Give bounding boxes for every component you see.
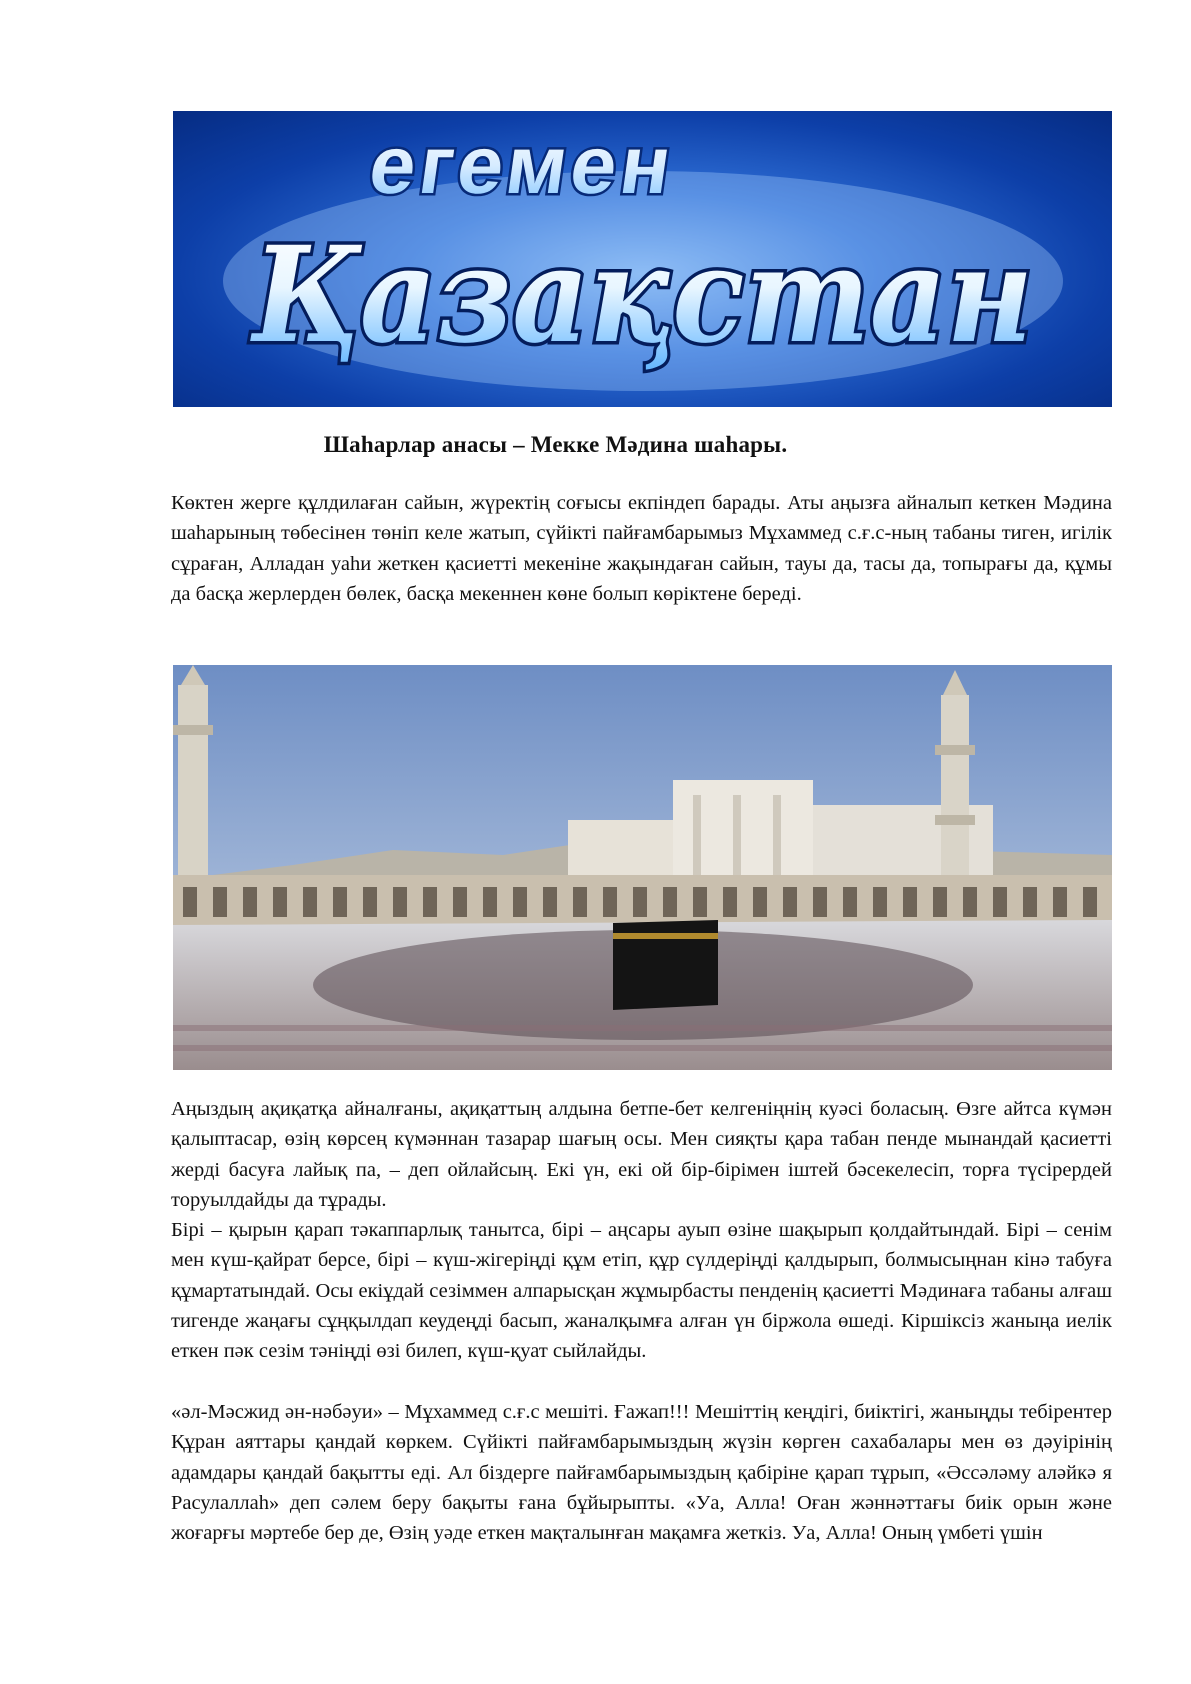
masthead-line1: егемен — [363, 119, 681, 211]
paragraph-3: Бірі – қырын қарап тәкаппарлық танытса, бірі – аңсары ауып өзіне шақырып қолдайтындай. Бірі – сенім мен күш-қайрат берсе, бірі – күш-жігеріңді құм етіп, құр сүлдеріңді қалдырып, болмысыңнан кінә табуға құмартатындай. Осы екіұдай сезіммен алпарысқан жұмырбасты пенденің қасиетті Мәдинаға табаны алғаш тигенде жаңағы сұңқылдап кеудеңді басып, жаналқымға алған үн біржола өшеді. Кіршіксіз жаныңа иелік еткен пәк сезім тәніңді өзі билеп, күш-қуат сыйлайды. — [171, 1219, 1112, 1363]
paragraph-2: Аңыздың ақиқатқа айналғаны, ақиқаттың алдына бетпе-бет келгеніңнің куәсі боласың. Өзге айтса күмән қалыптасар, өзің көрсең күмәннан тазарар шағың осы. Мен сияқты қара табан пенде мынандай қасиетті жерді басуға лайық па, – деп ойлайсың. Екі үн, екі ой бір-бірімен іштей бәсекелесіп, торға түсірердей торуылдайды да тұрады. — [171, 1098, 1112, 1211]
kaaba-photo — [173, 665, 1112, 1070]
mosque-illustration — [173, 665, 1112, 1070]
article-title: Шаһарлар анасы – Мекке Мәдина шаһары. — [323, 432, 788, 457]
masthead-line2: Қазақстан — [249, 218, 1033, 373]
newspaper-masthead — [173, 111, 1112, 407]
paragraph-intro: Көктен жерге құлдилаған сайын, жүректің соғысы екпіндеп барады. Аты аңызға айналып кеткен Мәдина шаһарының төбесінен төніп келе жатып, сүйікті пайғамбарымыз Мұхаммед с.ғ.с-ның табаны тиген, игілік сұраған, Алладан уаһи жеткен қасиетті мекеніне жақындаған сайын, тауы да, тасы да, топырағы да, құмы да басқа жерлерден бөлек, басқа мекеннен көне болып көріктене береді. — [171, 492, 1112, 605]
masthead-logo — [173, 111, 1112, 407]
paragraph-4: «әл-Мәсжид ән-нәбәуи» – Мұхаммед с.ғ.с мешіті. Ғажап!!! Мешіттің кеңдігі, биіктігі, жаныңды тебірентер Құран аяттары қандай көркем. Сүйікті пайғамбарымыздың жүзін көрген сахабалары мен өз дәуірінің адамдары қандай бақытты еді. Ал біздерге пайғамбарымыздың қабіріне қарап тұрып, «Әссәләму аләйкә я Расулаллаһ» деп сәлем беру бақыты ғана бұйырыпты. «Уа, Алла! Оған жәннәттағы биік орын және жоғарғы мәртебе бер де, Өзің уәде еткен мақталынған мақамға жеткіз. Уа, Алла! Оның үмбеті үшін — [171, 1401, 1112, 1545]
